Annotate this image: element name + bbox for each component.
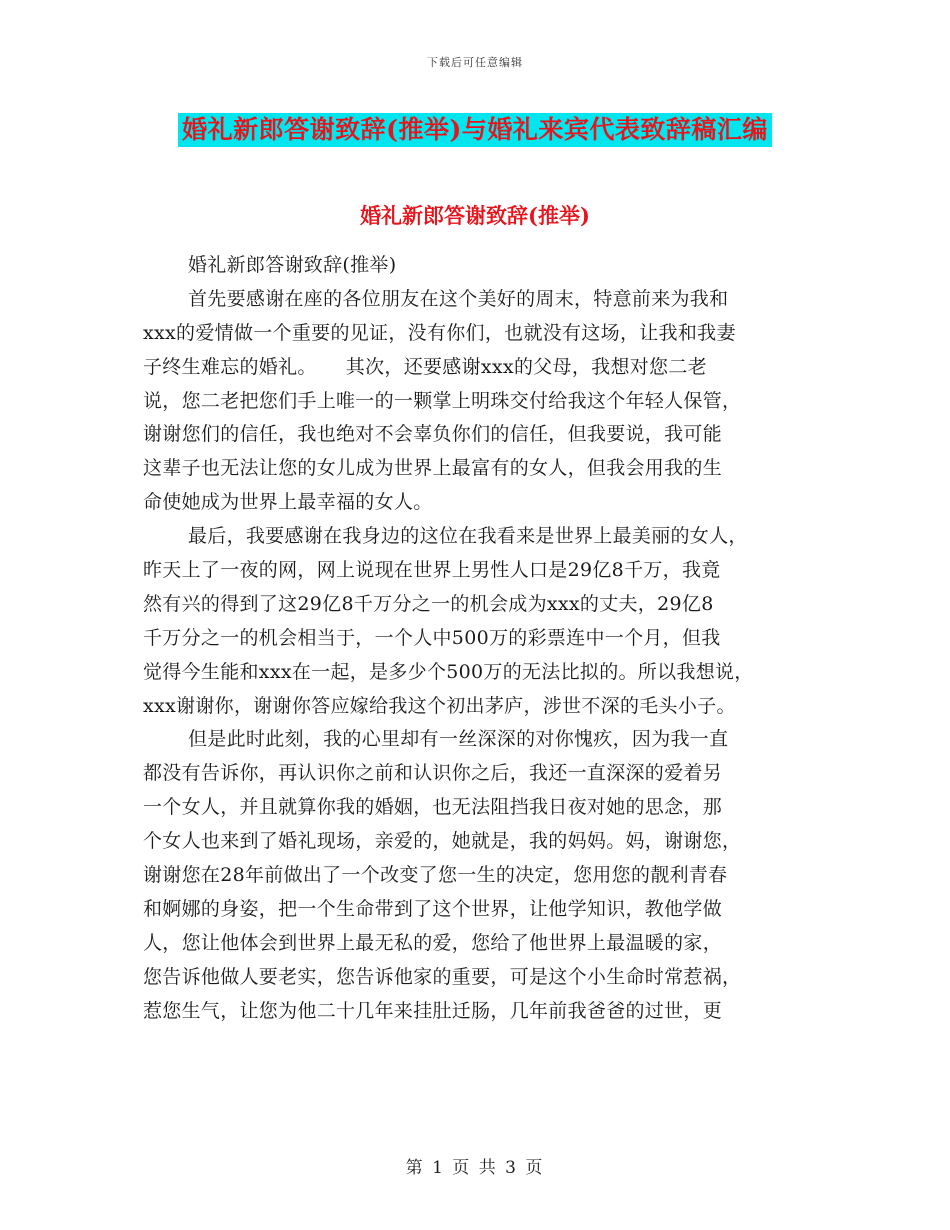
- text-line: 这辈子也无法让您的女儿成为世界上最富有的女人，但我会用我的生: [143, 457, 723, 480]
- text-line: 婚礼新郎答谢致辞(推举): [188, 254, 397, 276]
- text-line: 您告诉他做人要老实，您告诉他家的重要，可是这个小生命时常惹祸，: [143, 965, 742, 988]
- text-line: 昨天上了一夜的网，网上说现在世界上男性人口是29亿8千万，我竟: [143, 559, 721, 582]
- document-main-title: [0, 113, 950, 147]
- body-text: [143, 249, 823, 1028]
- text-line: 命使她成为世界上最幸福的女人。: [143, 491, 433, 514]
- text-line: 然有兴的得到了这29亿8千万分之一的机会成为xxx的丈夫，29亿8: [143, 592, 714, 615]
- text-line: 和婀娜的身姿，把一个生命带到了这个世界，让他学知识，教他学做: [143, 897, 723, 920]
- text-line: 但是此时此刻，我的心里却有一丝深深的对你愧疚，因为我一直: [188, 728, 729, 751]
- text-line: 说，您二老把您们手上唯一的一颗掌上明珠交付给我这个年轻人保管，: [143, 389, 742, 412]
- main-title-text: 婚礼新郎答谢致辞(推举)与婚礼来宾代表致辞稿汇编: [178, 113, 772, 147]
- text-line: 子终生难忘的婚礼。 其次，还要感谢xxx的父母，我想对您二老: [143, 355, 707, 378]
- text-line: 最后，我要感谢在我身边的这位在我看来是世界上最美丽的女人，: [188, 525, 748, 548]
- text-line: 谢谢您在28年前做出了一个改变了您一生的决定，您用您的靓利青春: [143, 864, 728, 887]
- text-line: xxx谢谢你，谢谢你答应嫁给我这个初出茅庐，涉世不深的毛头小子。: [143, 694, 736, 717]
- page-header-note: 下载后可任意编辑: [427, 56, 523, 69]
- text-line: xxx的爱情做一个重要的见证，没有你们，也就没有这场，让我和我妻: [143, 321, 736, 344]
- text-line: 人，您让他体会到世界上最无私的爱，您给了他世界上最温暖的家，: [143, 931, 723, 954]
- text-line: 个女人也来到了婚礼现场，亲爱的，她就是，我的妈妈。妈，谢谢您，: [143, 830, 742, 853]
- section-title: 婚礼新郎答谢致辞(推举): [360, 203, 590, 228]
- text-line: 千万分之一的机会相当于，一个人中500万的彩票连中一个月，但我: [143, 626, 721, 649]
- text-line: 惹您生气，让您为他二十几年来挂肚迁肠，几年前我爸爸的过世，更: [143, 999, 723, 1022]
- text-line: 谢谢您们的信任，我也绝对不会辜负你们的信任，但我要说，我可能: [143, 423, 723, 446]
- text-line: 首先要感谢在座的各位朋友在这个美好的周末，特意前来为我和: [188, 287, 729, 310]
- text-line: 觉得今生能和xxx在一起，是多少个500万的无法比拟的。所以我想说，: [143, 660, 754, 683]
- page-footer: 第 1 页 共 3 页: [405, 1158, 545, 1178]
- text-line: 一个女人，并且就算你我的婚姻，也无法阻挡我日夜对她的思念，那: [143, 796, 723, 819]
- text-line: 都没有告诉你，再认识你之前和认识你之后，我还一直深深的爱着另: [143, 762, 723, 785]
